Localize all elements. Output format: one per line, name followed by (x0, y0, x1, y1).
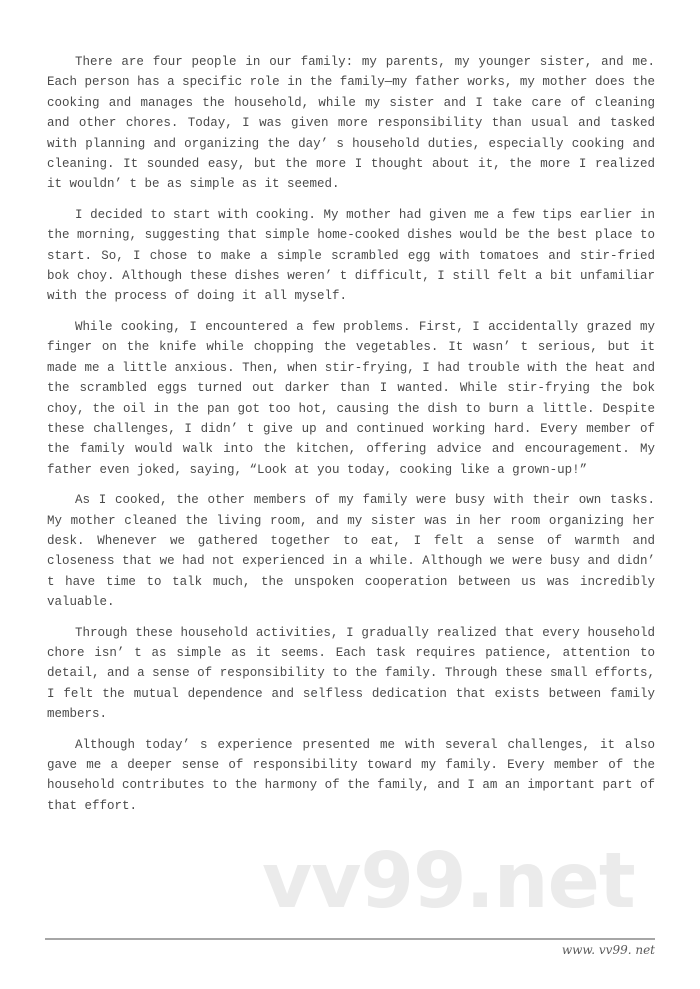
essay-paragraph: Although today’ s experience presented me with several challenges, it also gave me a deeper sense of responsibility toward my family. Every member of the household contributes to the harmony of the family, and I am an important part of that effort. (47, 737, 655, 813)
essay-body (47, 52, 655, 826)
essay-paragraph: As I cooked, the other members of my family were busy with their own tasks. My mother cleaned the living room, and my sister was in her room organizing her desk. Whenever we gathered together to eat, I felt a sense of warmth and closeness that we had not experienced in a while. Although we were busy and didn’ t have time to talk much, the unspoken cooperation between us was incredibly valuable. (47, 493, 655, 610)
essay-paragraph: I decided to start with cooking. My mother had given me a few tips earlier in the morning, suggesting that simple home-cooked dishes would be the best place to start. So, I chose to make a simple scrambled egg with tomatoes and stir-fried bok choy. Although these dishes weren’ t difficult, I still felt a bit unfamiliar with the process of doing it all myself. (47, 207, 655, 304)
watermark-text: vv99.net (262, 837, 635, 926)
footer-divider (45, 938, 655, 940)
footer-site-url: www. vv99. net (561, 943, 655, 957)
essay-paragraph: While cooking, I encountered a few problems. First, I accidentally grazed my finger on the knife while chopping the vegetables. It wasn’ t serious, but it made me a little anxious. Then, when stir-frying, I had trouble with the heat and the scrambled eggs turned out darker than I wanted. While stir-frying the bok choy, the oil in the pan got too hot, causing the dish to burn a little. Despite these challenges, I didn’ t give up and continued working hard. Every member of the family would walk into the kitchen, offering advice and encouragement. My father even joked, saying, “Look at you today, cooking like a grown-up!” (47, 319, 655, 477)
essay-paragraph: Through these household activities, I gradually realized that every household chore isn’ t as simple as it seems. Each task requires patience, attention to detail, and a sense of responsibility to the family. Through these small efforts, I felt the mutual dependence and selfless dedication that exists between family members. (47, 625, 655, 722)
essay-paragraph: There are four people in our family: my parents, my younger sister, and me. Each person has a specific role in the family—my father works, my mother does the cooking and manages the household, while my sister and I take care of cleaning and other chores. Today, I was given more responsibility than usual and tasked with planning and organizing the day’ s household duties, especially cooking and cleaning. It sounded easy, but the more I thought about it, the more I realized it wouldn’ t be as simple as it seemed. (47, 55, 655, 192)
